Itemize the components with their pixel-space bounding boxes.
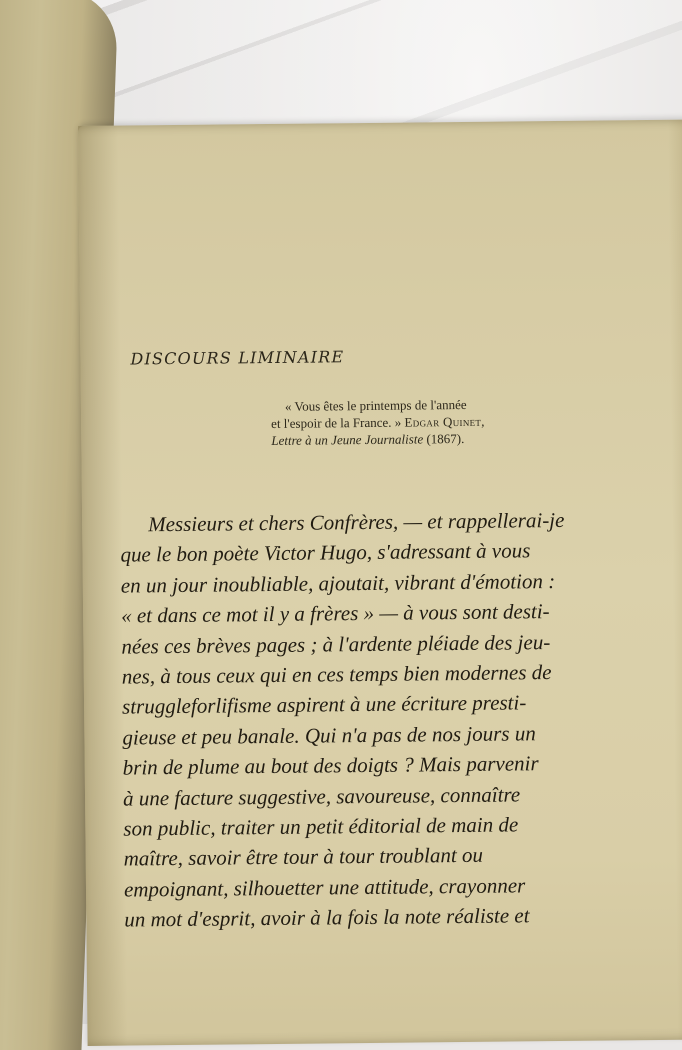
body-line: gieuse et peu banale. Qui n'a pas de nos jours un	[122, 721, 536, 750]
body-line: nes, à tous ceux qui en ces temps bien modernes de	[121, 660, 552, 689]
body-line: struggleforlifisme aspirent à une écriture presti-	[121, 690, 527, 720]
epigraph-line-3	[271, 429, 571, 449]
epigraph-year: (1867).	[426, 430, 465, 447]
body-paragraph	[120, 504, 624, 935]
epigraph-line-1: « Vous êtes le printemps de l'année	[284, 396, 467, 414]
body-line: à une facture suggestive, savoureuse, connaître	[122, 782, 521, 811]
epigraph-source-title: Lettre à un Jeune Journaliste	[271, 431, 424, 448]
body-line: maître, savoir être tour à tour troublant ou	[123, 843, 484, 872]
body-line: brin de plume au bout des doigts ? Mais parvenir	[122, 751, 539, 780]
body-line: « et dans ce mot il y a frères » — à vous sont desti-	[121, 599, 550, 628]
body-line: un mot d'esprit, avoir à la fois la note réaliste et	[124, 903, 530, 932]
epigraph-author: Edgar Quinet,	[404, 413, 485, 430]
body-line: empoignant, silhouetter une attitude, crayonner	[123, 873, 526, 902]
body-line: Messieurs et chers Confrères, — et rappellerai-je	[148, 507, 565, 537]
book-page	[78, 120, 682, 1046]
epigraph	[271, 395, 572, 449]
chapter-heading: DISCOURS LIMINAIRE	[130, 347, 345, 369]
body-line: que le bon poète Victor Hugo, s'adressant à vous	[120, 538, 531, 567]
body-line: nées ces brèves pages ; à l'ardente pléiade des jeu-	[121, 629, 551, 659]
body-line: en un jour inoubliable, ajoutait, vibrant d'émotion :	[120, 568, 556, 598]
body-line: son public, traiter un petit éditorial de main de	[123, 812, 519, 841]
epigraph-line-2-text: et l'espoir de la France. »	[271, 414, 402, 431]
